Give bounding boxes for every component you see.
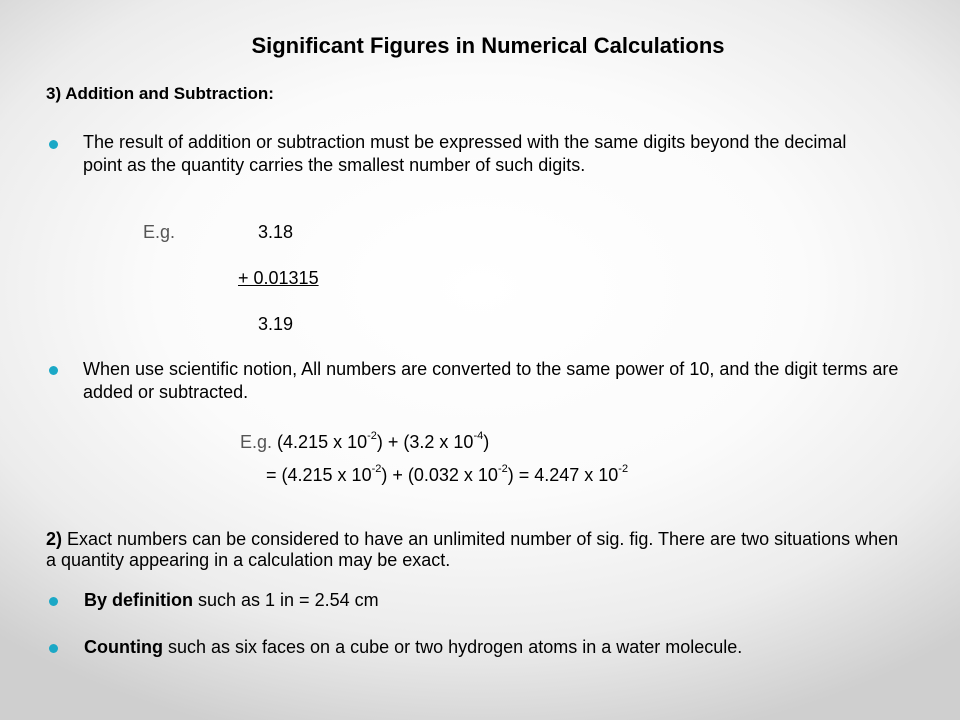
ex2-l2-mid: ) + (0.032 x 10 bbox=[381, 465, 498, 485]
sci-notation-text: When use scientific notion, All numbers are converted to the same power of 10, and the digit terms are added or subtracted. bbox=[83, 359, 899, 402]
ex2-l2-exp3: -2 bbox=[618, 463, 629, 475]
counting-rest: such as six faces on a cube or two hydrogen atoms in a water molecule. bbox=[162, 637, 743, 657]
ex2-l2-open: = (4.215 x 10 bbox=[266, 465, 372, 485]
definition-rest: such as 1 in = 2.54 cm bbox=[193, 590, 379, 610]
ex2-l1-mid: ) + (3.2 x 10 bbox=[376, 432, 474, 452]
exact-numbers-text bbox=[46, 529, 906, 571]
definition-bold: By definition bbox=[84, 590, 193, 610]
example2-label: E.g. bbox=[240, 432, 273, 452]
section-heading: 3) Addition and Subtraction: bbox=[46, 84, 274, 103]
ex2-l2-exp1: -2 bbox=[371, 463, 382, 475]
bullet-icon bbox=[49, 140, 58, 149]
slide-title: Significant Figures in Numerical Calculations bbox=[251, 33, 725, 58]
example1-label-text: E.g. bbox=[143, 222, 176, 242]
example1-label bbox=[143, 222, 175, 243]
definition-item bbox=[84, 590, 379, 611]
ex2-l2-exp2: -2 bbox=[497, 463, 508, 475]
ex2-l1-exp1: -2 bbox=[367, 430, 377, 442]
exact-number: 2) bbox=[46, 529, 63, 549]
ex2-l2-close: ) = 4.247 x 10 bbox=[507, 465, 619, 485]
example1-operand2: + 0.01315 bbox=[238, 268, 319, 288]
example2-line1 bbox=[240, 432, 489, 453]
exact-body: Exact numbers can be considered to have an unlimited number of sig. fig. There are two situations when a quantity appearing in a calculation may be exact. bbox=[46, 529, 899, 570]
bullet-icon bbox=[49, 644, 58, 653]
example2-line2 bbox=[266, 465, 628, 486]
ex2-l1-exp2: -4 bbox=[473, 430, 484, 442]
ex2-l1-close: ) bbox=[483, 432, 490, 452]
counting-bold: Counting bbox=[84, 637, 163, 657]
counting-item bbox=[84, 637, 742, 658]
example1-operand1: 3.18 bbox=[258, 222, 294, 242]
example1-result: 3.19 bbox=[258, 314, 294, 334]
bullet-icon bbox=[49, 597, 58, 606]
ex2-l1-open: (4.215 x 10 bbox=[277, 432, 368, 452]
bullet-icon bbox=[49, 366, 58, 375]
rule-text: The result of addition or subtraction must be expressed with the same digits beyond the decimal point as the quantity carries the smallest number of such digits. bbox=[83, 132, 847, 175]
